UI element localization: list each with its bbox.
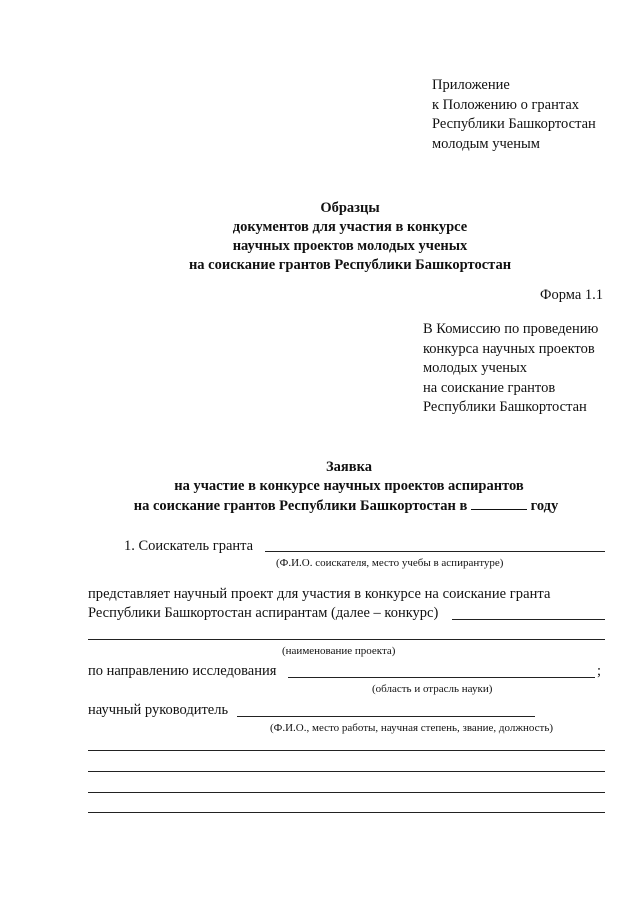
appendix-line: молодым ученым: [432, 135, 540, 152]
applicant-blank-field[interactable]: [265, 551, 605, 552]
supervisor-blank-field[interactable]: [88, 750, 605, 751]
supervisor-blank-field[interactable]: [88, 792, 605, 793]
direction-label: по направлению исследования: [88, 663, 277, 679]
supervisor-label: научный руководитель: [88, 702, 229, 718]
supervisor-blank-field[interactable]: [88, 812, 605, 813]
direction-semicolon: ;: [597, 663, 602, 679]
project-caption: (наименование проекта): [282, 645, 396, 657]
supervisor-caption: (Ф.И.О., место работы, научная степень, звание, должность): [270, 722, 554, 734]
addressee-line: Республики Башкортостан: [423, 399, 587, 415]
year-blank-field[interactable]: [471, 496, 527, 510]
application-title-line: Заявка: [326, 459, 372, 475]
direction-blank-field[interactable]: [288, 677, 595, 678]
appendix-line: Республики Башкортостан: [432, 116, 596, 132]
presents-text: Республики Башкортостан аспирантам (далее – конкурс): [88, 605, 439, 621]
samples-title-line: Образцы: [320, 200, 380, 216]
direction-caption: (область и отрасль науки): [372, 683, 493, 695]
application-title-line: на участие в конкурсе научных проектов аспирантов: [174, 478, 524, 494]
appendix-line: к Положению о грантах: [432, 96, 580, 113]
addressee-line: на соискание грантов: [423, 379, 556, 396]
samples-title: [0, 199, 640, 275]
applicant-caption: (Ф.И.О. соискателя, место учебы в аспирантуре): [276, 557, 504, 569]
addressee-block: [423, 320, 598, 418]
application-title-line: [0, 496, 640, 516]
samples-title-line: документов для участия в конкурсе: [232, 219, 468, 235]
samples-title-line: на соискание грантов Республики Башкортостан: [188, 257, 512, 273]
samples-title-line: научных проектов молодых ученых: [232, 238, 468, 254]
addressee-line: В Комиссию по проведению: [423, 321, 599, 337]
supervisor-blank-field[interactable]: [88, 771, 605, 772]
application-title-text: на соискание грантов Республики Башкортостан в: [133, 498, 468, 514]
appendix-line: Приложение: [432, 77, 510, 93]
addressee-line: конкурса научных проектов: [423, 340, 595, 357]
application-title: [0, 458, 640, 516]
presents-text: представляет научный проект для участия в конкурсе на соискание гранта: [88, 586, 551, 602]
application-title-text: году: [530, 498, 559, 514]
supervisor-blank-field[interactable]: [237, 716, 535, 717]
applicant-label: 1. Соискатель гранта: [124, 538, 254, 554]
form-number: Форма 1.1: [540, 287, 603, 303]
project-blank-field[interactable]: [452, 619, 605, 620]
appendix-note: [432, 76, 596, 154]
addressee-line: молодых ученых: [423, 360, 528, 376]
project-blank-field[interactable]: [88, 639, 605, 640]
